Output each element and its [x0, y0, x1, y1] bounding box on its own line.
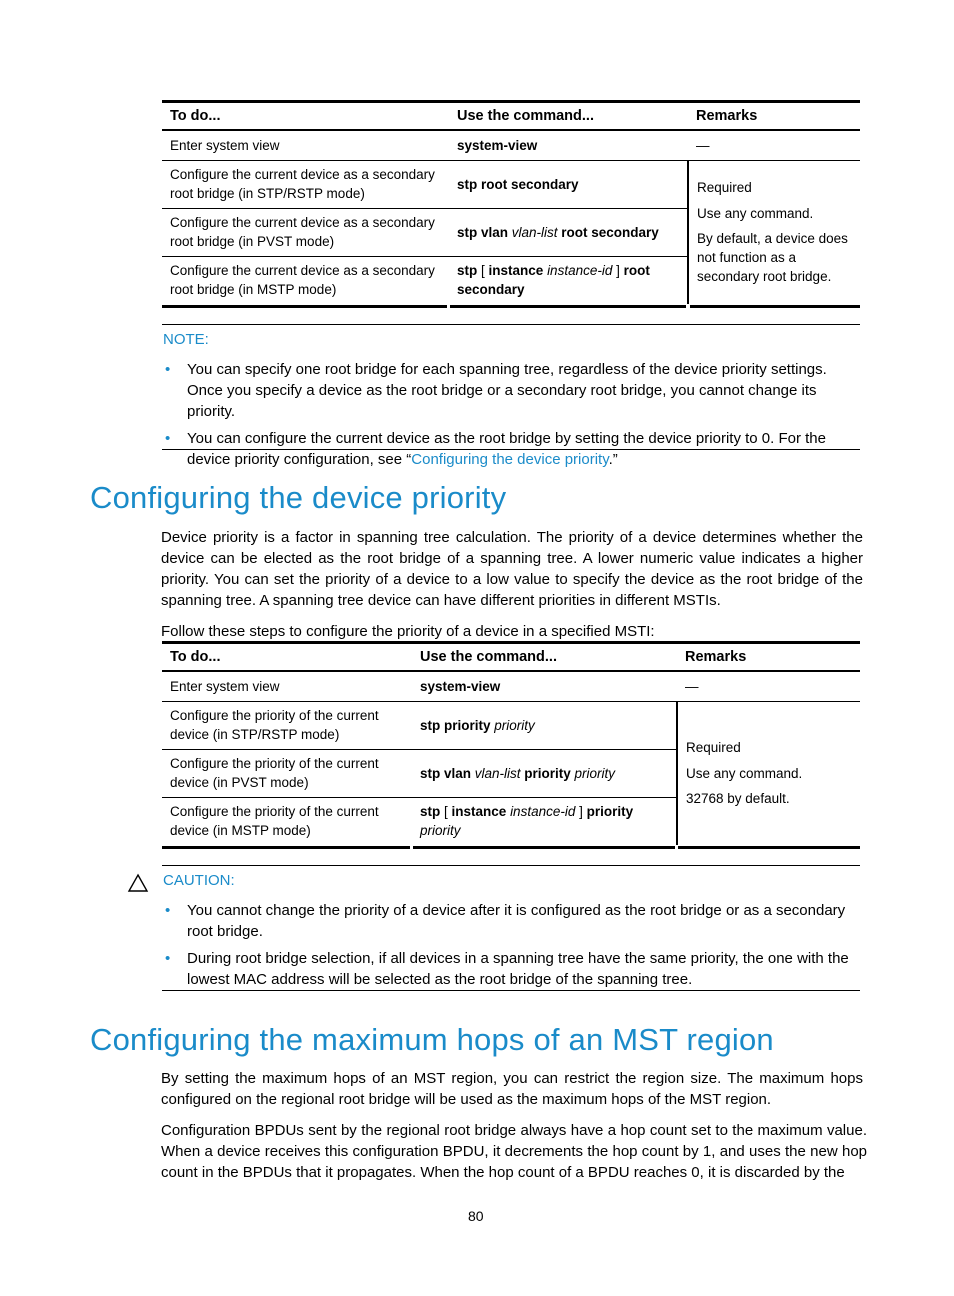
command-cell	[449, 208, 688, 256]
command-cell	[449, 130, 688, 160]
command-keyword: root secondary	[457, 263, 650, 298]
table-row	[162, 671, 860, 701]
todo-cell: Configure the priority of the current device (in STP/RSTP mode)	[170, 708, 379, 742]
command-keyword: instance	[451, 804, 507, 820]
page-number: 80	[468, 1208, 484, 1224]
table-row	[162, 160, 860, 208]
table1-bottom-rule	[450, 305, 686, 308]
command-keyword: stp root secondary	[457, 176, 579, 192]
remark-line: Required	[697, 180, 752, 196]
todo-cell: Enter system view	[170, 678, 280, 694]
column-header-command: Use the command...	[457, 108, 594, 124]
device-priority-link[interactable]: Configuring the device priority	[411, 451, 609, 468]
command-argument: priority	[494, 717, 535, 733]
command-keyword: stp vlan	[420, 765, 475, 781]
list-item: • You can specify one root bridge for each spanning tree, regardless of the device priority settings. Once you specify a device as the root bridge or a secondary root bridge, you cannot change its priority.	[162, 359, 860, 422]
command-argument: priority	[574, 765, 616, 781]
todo-cell: Enter system view	[170, 137, 280, 153]
table-header-row	[162, 104, 860, 130]
table1-top-rule	[162, 100, 860, 103]
remarks-cell: —	[696, 137, 710, 153]
todo-cell: Configure the current device as a secondary root bridge (in MSTP mode)	[170, 263, 435, 298]
command-keyword: stp vlan	[457, 224, 512, 240]
caution-list	[162, 900, 860, 996]
note-bottom-rule	[162, 449, 860, 450]
note-text: .”	[608, 451, 618, 468]
column-header-command: Use the command...	[420, 649, 557, 665]
paragraph: Configuration BPDUs sent by the regional root bridge always have a hop count set to the maximum value. When a device receives this configuration BPDU, it decrements the hop count by 1, and uses the new hop count in the BPDUs that it propagates. When the hop count of a BPDU reaches 0, it is discarded by the	[161, 1122, 867, 1181]
command-syntax: [	[477, 263, 489, 279]
todo-cell: Configure the current device as a secondary root bridge (in STP/RSTP mode)	[170, 167, 435, 201]
todo-cell: Configure the current device as a secondary root bridge (in PVST mode)	[170, 215, 435, 249]
table1-bottom-rule	[690, 305, 860, 308]
command-cell	[412, 749, 677, 797]
section-heading-max-hops: Configuring the maximum hops of an MST region	[90, 1022, 774, 1057]
remark-line: Required	[686, 740, 741, 756]
remark-line: By default, a device does not function as a secondary root bridge.	[697, 231, 848, 285]
column-header-todo: To do...	[170, 108, 221, 124]
command-keyword: priority	[520, 765, 575, 781]
remarks-cell: —	[685, 678, 699, 694]
merged-remarks-cell	[688, 160, 860, 304]
table2-bottom-rule	[413, 846, 675, 849]
command-syntax: [	[440, 804, 452, 820]
command-keyword: stp	[420, 804, 441, 820]
table2-bottom-rule	[162, 846, 410, 849]
note-top-rule	[162, 324, 860, 325]
command-syntax: ]	[575, 804, 587, 820]
note-list	[162, 359, 860, 476]
table-header-row	[162, 645, 860, 671]
warning-triangle-icon	[127, 873, 149, 893]
table-row	[162, 701, 860, 749]
command-cell	[449, 160, 688, 208]
command-table-priority	[162, 645, 860, 845]
column-header-remarks: Remarks	[696, 108, 758, 124]
caution-title: CAUTION:	[163, 872, 235, 889]
command-argument: vlan-list	[474, 765, 521, 781]
command-keyword: instance	[488, 263, 544, 279]
command-cell	[449, 256, 688, 304]
list-item: • During root bridge selection, if all devices in a spanning tree have the same priority, the one with the lowest MAC address will be selected as the root bridge of the spanning tree.	[162, 948, 860, 990]
merged-remarks-cell	[677, 701, 860, 845]
paragraph: By setting the maximum hops of an MST region, you can restrict the region size. The maximum hops configured on the regional root bridge will be used as the maximum hops of the MST region.	[161, 1070, 863, 1108]
note-title: NOTE:	[163, 331, 209, 348]
command-keyword: priority	[586, 804, 634, 820]
command-argument: priority	[420, 823, 461, 839]
command-keyword: stp	[457, 263, 478, 279]
command-cell	[412, 701, 677, 749]
todo-cell: Configure the priority of the current device (in MSTP mode)	[170, 804, 379, 839]
command-cell	[412, 671, 677, 701]
table2-top-rule	[162, 641, 860, 644]
note-text: You can configure the current device as the root bridge by setting the device priority to 0. For the device priority configuration, see “	[187, 430, 826, 468]
column-header-todo: To do...	[170, 649, 221, 665]
command-table-secondary-root	[162, 104, 860, 304]
section-heading-device-priority: Configuring the device priority	[90, 480, 507, 515]
remark-line: Use any command.	[697, 206, 814, 222]
command-argument: vlan-list	[511, 224, 558, 240]
command-keyword: root secondary	[557, 224, 659, 240]
command-cell	[412, 797, 677, 845]
todo-cell: Configure the priority of the current device (in PVST mode)	[170, 756, 379, 790]
column-header-remarks: Remarks	[685, 649, 747, 665]
command-argument: instance-id	[547, 263, 613, 279]
list-item: • You cannot change the priority of a device after it is configured as the root bridge or as a secondary root bridge.	[162, 900, 860, 942]
remark-line: Use any command.	[686, 766, 803, 782]
caution-top-rule	[162, 865, 860, 866]
table1-bottom-rule	[162, 305, 447, 308]
paragraph: Device priority is a factor in spanning tree calculation. The priority of a device determines whether the device can be elected as the root bridge of a spanning tree. A lower numeric value indicates a higher priority. You can set the priority of a device to a low value to specify the device as the root bridge of the spanning tree. A spanning tree device can have different priorities in different MSTIs.	[161, 529, 863, 609]
command-keyword: stp priority	[420, 717, 495, 733]
remark-line: 32768 by default.	[686, 791, 790, 807]
paragraph: Follow these steps to configure the priority of a device in a specified MSTI:	[161, 623, 655, 640]
table2-bottom-rule	[678, 846, 860, 849]
table-row	[162, 130, 860, 160]
command-syntax: ]	[612, 263, 624, 279]
caution-bottom-rule	[162, 990, 860, 991]
command-argument: instance-id	[510, 804, 576, 820]
command-keyword: system-view	[420, 678, 501, 694]
command-keyword: system-view	[457, 137, 538, 153]
